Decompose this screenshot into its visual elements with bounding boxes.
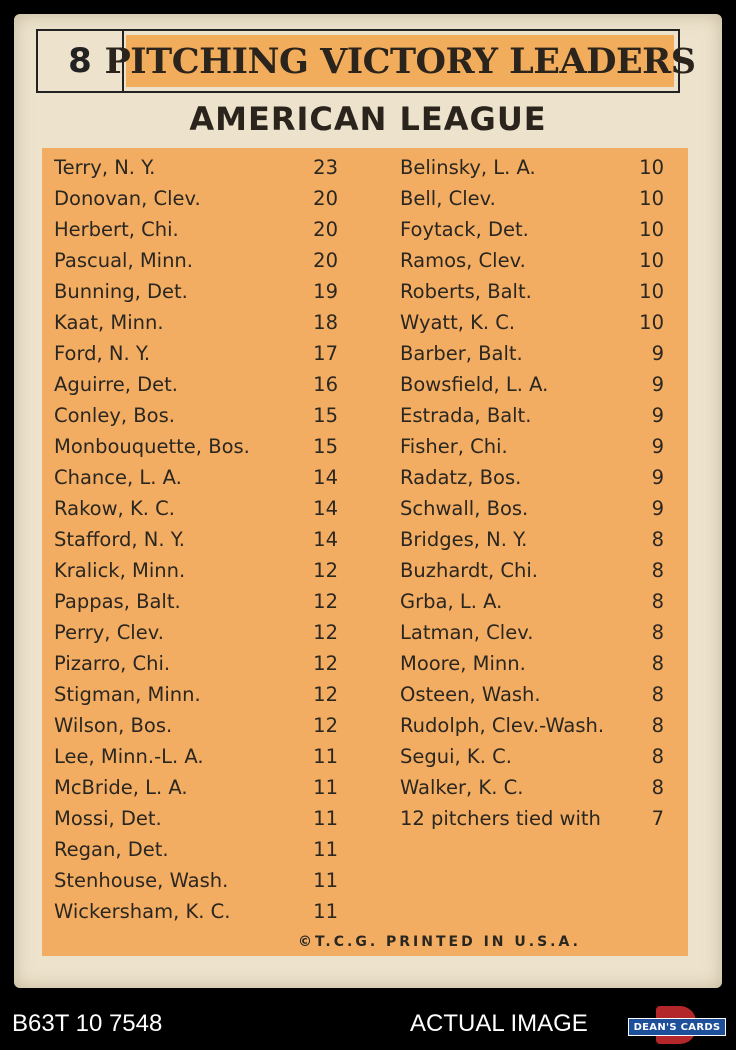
win-count: 18 — [313, 311, 338, 334]
win-count: 11 — [313, 900, 338, 923]
leader-row — [54, 493, 338, 524]
leader-row — [54, 152, 338, 183]
pitcher-name: Stigman, Minn. — [54, 683, 201, 706]
leader-row — [54, 245, 338, 276]
pitcher-name: Fisher, Chi. — [400, 435, 508, 458]
leader-row — [54, 462, 338, 493]
deans-cards-logo — [628, 1006, 724, 1044]
leader-row — [54, 803, 338, 834]
win-count: 20 — [313, 187, 338, 210]
leader-row — [400, 741, 664, 772]
win-count: 11 — [313, 838, 338, 861]
win-count: 12 — [313, 621, 338, 644]
pitcher-name: Perry, Clev. — [54, 621, 164, 644]
pitcher-name: Rudolph, Clev.-Wash. — [400, 714, 605, 737]
leader-row — [400, 462, 664, 493]
win-count: 16 — [313, 373, 338, 396]
leader-row — [54, 524, 338, 555]
leader-row — [400, 524, 664, 555]
leader-row — [400, 710, 664, 741]
leader-row — [400, 648, 664, 679]
pitcher-name: Chance, L. A. — [54, 466, 182, 489]
card-number: 8 — [38, 31, 124, 91]
win-count: 12 — [313, 652, 338, 675]
leader-row — [54, 710, 338, 741]
pitcher-name: Stenhouse, Wash. — [54, 869, 229, 892]
pitcher-name: Roberts, Balt. — [400, 280, 532, 303]
pitcher-name: Kralick, Minn. — [54, 559, 186, 582]
win-count: 10 — [639, 280, 664, 303]
pitcher-name: 12 pitchers tied with — [400, 807, 601, 830]
leader-row — [54, 617, 338, 648]
win-count: 15 — [313, 404, 338, 427]
leader-row — [54, 276, 338, 307]
leader-row — [400, 555, 664, 586]
pitcher-name: Ramos, Clev. — [400, 249, 526, 272]
leader-row — [54, 307, 338, 338]
leader-row — [400, 679, 664, 710]
pitcher-name: Wickersham, K. C. — [54, 900, 231, 923]
win-count: 12 — [313, 590, 338, 613]
win-count: 8 — [651, 559, 664, 582]
leader-row — [400, 276, 664, 307]
pitcher-name: Latman, Clev. — [400, 621, 534, 644]
actual-image-label: ACTUAL IMAGE — [410, 1010, 588, 1037]
win-count: 9 — [651, 466, 664, 489]
pitcher-name: Bunning, Det. — [54, 280, 188, 303]
copyright-line: ©T.C.G. PRINTED IN U.S.A. — [298, 934, 581, 950]
header-box — [36, 29, 696, 93]
inventory-id: B63T 10 7548 — [12, 1010, 163, 1037]
logo-text: DEAN'S CARDS — [628, 1018, 726, 1036]
pitcher-name: Monbouquette, Bos. — [54, 435, 250, 458]
win-count: 11 — [313, 869, 338, 892]
pitcher-name: Barber, Balt. — [400, 342, 523, 365]
pitcher-name: Terry, N. Y. — [54, 156, 156, 179]
pitcher-name: Grba, L. A. — [400, 590, 503, 613]
pitcher-name: Bridges, N. Y. — [400, 528, 528, 551]
pitcher-name: Ford, N. Y. — [54, 342, 151, 365]
win-count: 8 — [651, 528, 664, 551]
win-count: 9 — [651, 435, 664, 458]
leader-row — [400, 183, 664, 214]
pitcher-name: Donovan, Clev. — [54, 187, 201, 210]
win-count: 10 — [639, 187, 664, 210]
leader-row — [400, 586, 664, 617]
win-count: 10 — [639, 156, 664, 179]
leader-row — [54, 400, 338, 431]
leader-row — [54, 555, 338, 586]
pitcher-name: Moore, Minn. — [400, 652, 526, 675]
pitcher-name: Herbert, Chi. — [54, 218, 179, 241]
win-count: 8 — [651, 745, 664, 768]
pitcher-name: Walker, K. C. — [400, 776, 524, 799]
win-count: 10 — [639, 311, 664, 334]
pitcher-name: Kaat, Minn. — [54, 311, 164, 334]
pitcher-name: Aguirre, Det. — [54, 373, 179, 396]
leader-row — [400, 369, 664, 400]
win-count: 10 — [639, 218, 664, 241]
leader-row — [54, 834, 338, 865]
win-count: 9 — [651, 497, 664, 520]
leader-row — [54, 679, 338, 710]
win-count: 9 — [651, 342, 664, 365]
leader-row — [400, 152, 664, 183]
win-count: 14 — [313, 466, 338, 489]
leaders-column-right — [400, 152, 664, 834]
win-count: 10 — [639, 249, 664, 272]
pitcher-name: Pizarro, Chi. — [54, 652, 171, 675]
leaders-column-left — [54, 152, 338, 927]
leader-row — [400, 772, 664, 803]
win-count: 11 — [313, 807, 338, 830]
win-count: 8 — [651, 652, 664, 675]
pitcher-name: Conley, Bos. — [54, 404, 175, 427]
pitcher-name: Wilson, Bos. — [54, 714, 173, 737]
leader-row — [54, 896, 338, 927]
pitcher-name: Bell, Clev. — [400, 187, 496, 210]
win-count: 15 — [313, 435, 338, 458]
win-count: 8 — [651, 714, 664, 737]
leader-row — [400, 338, 664, 369]
leader-row — [54, 214, 338, 245]
win-count: 19 — [313, 280, 338, 303]
leader-row — [400, 245, 664, 276]
pitcher-name: McBride, L. A. — [54, 776, 188, 799]
win-count: 14 — [313, 497, 338, 520]
pitcher-name: Bowsfield, L. A. — [400, 373, 549, 396]
leader-row — [54, 648, 338, 679]
win-count: 12 — [313, 559, 338, 582]
leader-row — [400, 214, 664, 245]
leader-row — [400, 307, 664, 338]
pitcher-name: Foytack, Det. — [400, 218, 529, 241]
pitcher-name: Buzhardt, Chi. — [400, 559, 538, 582]
win-count: 23 — [313, 156, 338, 179]
pitcher-name: Pappas, Balt. — [54, 590, 181, 613]
pitcher-name: Schwall, Bos. — [400, 497, 529, 520]
win-count: 11 — [313, 745, 338, 768]
pitcher-name: Wyatt, K. C. — [400, 311, 516, 334]
leader-row — [400, 400, 664, 431]
leader-row — [400, 617, 664, 648]
win-count: 7 — [651, 807, 664, 830]
win-count: 12 — [313, 714, 338, 737]
leader-row — [54, 741, 338, 772]
win-count: 8 — [651, 590, 664, 613]
card-title: PITCHING VICTORY LEADERS — [126, 35, 674, 87]
leader-row — [54, 772, 338, 803]
pitcher-name: Regan, Det. — [54, 838, 169, 861]
pitcher-name: Lee, Minn.-L. A. — [54, 745, 204, 768]
win-count: 17 — [313, 342, 338, 365]
league-heading: AMERICAN LEAGUE — [189, 100, 547, 138]
leader-row — [54, 586, 338, 617]
pitcher-name: Rakow, K. C. — [54, 497, 175, 520]
pitcher-name: Osteen, Wash. — [400, 683, 541, 706]
win-count: 8 — [651, 776, 664, 799]
pitcher-name: Belinsky, L. A. — [400, 156, 536, 179]
leader-row — [400, 493, 664, 524]
leader-row — [54, 431, 338, 462]
leader-row — [54, 865, 338, 896]
leader-row — [400, 431, 664, 462]
pitcher-name: Estrada, Balt. — [400, 404, 532, 427]
win-count: 20 — [313, 249, 338, 272]
leader-row — [54, 338, 338, 369]
leader-row — [54, 369, 338, 400]
pitcher-name: Segui, K. C. — [400, 745, 512, 768]
win-count: 9 — [651, 373, 664, 396]
pitcher-name: Pascual, Minn. — [54, 249, 193, 272]
pitcher-name: Stafford, N. Y. — [54, 528, 185, 551]
leader-row — [400, 803, 664, 834]
win-count: 8 — [651, 621, 664, 644]
win-count: 11 — [313, 776, 338, 799]
win-count: 14 — [313, 528, 338, 551]
win-count: 8 — [651, 683, 664, 706]
win-count: 20 — [313, 218, 338, 241]
win-count: 12 — [313, 683, 338, 706]
pitcher-name: Radatz, Bos. — [400, 466, 522, 489]
leader-row — [54, 183, 338, 214]
pitcher-name: Mossi, Det. — [54, 807, 162, 830]
win-count: 9 — [651, 404, 664, 427]
